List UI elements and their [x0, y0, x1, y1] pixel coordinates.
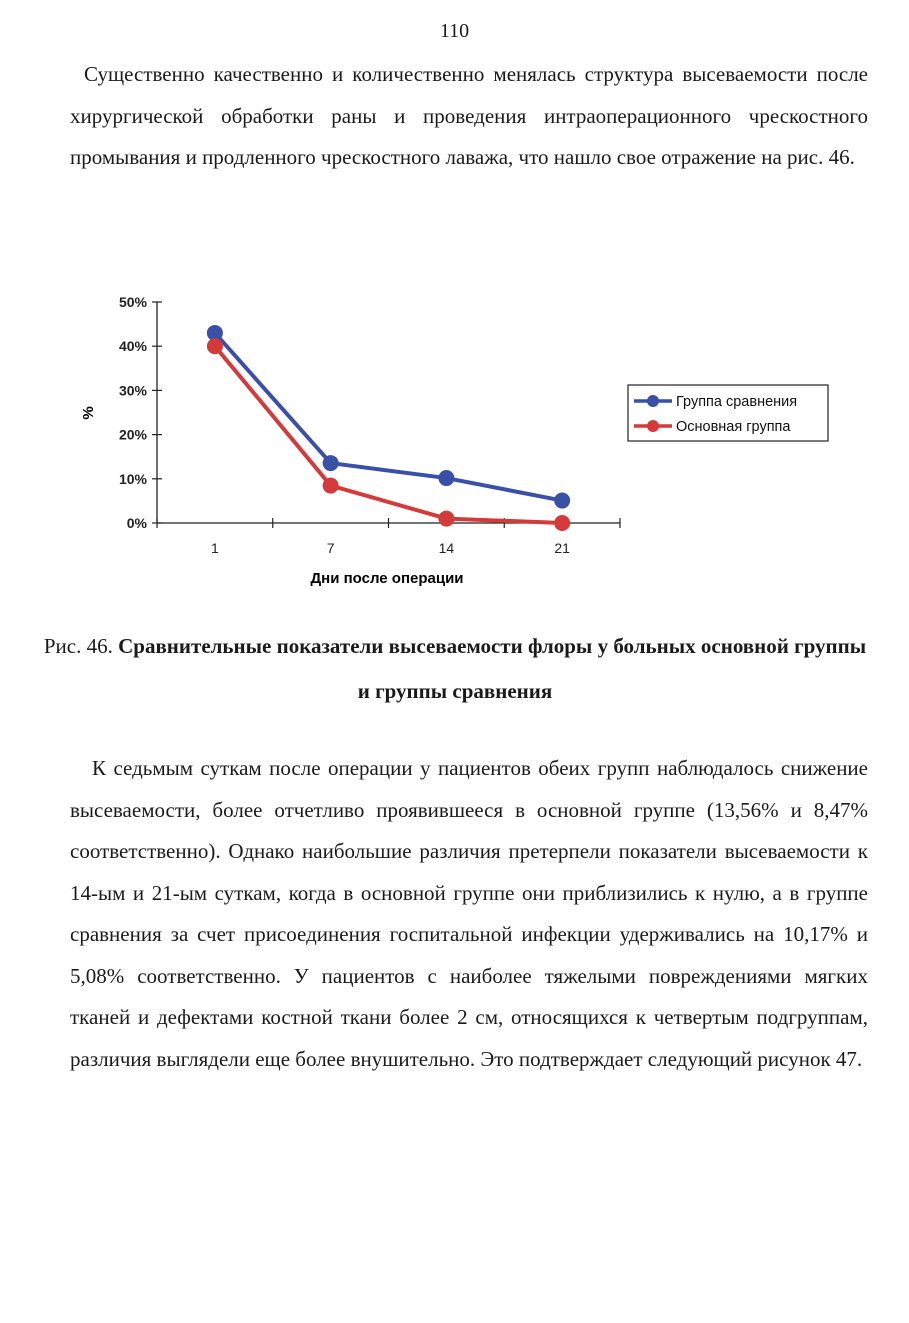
series-2-point [207, 338, 223, 354]
legend-entry: Группа сравнения [676, 394, 798, 410]
page-number: 110 [439, 20, 470, 42]
paragraph-discussion: К седьмым суткам после операции у пациентов обеих групп наблюдалось снижение высеваемости, более отчетливо проявившееся в основной группе (13,56% и 8,47% соответственно). Однако наибольшие различия претерпели показатели высеваемости к 14-ым и 21-ым суткам, когда в основной группе они приблизились к нулю, а в группе сравнения за счет присоединения госпитальной инфекции удерживались на 10,17% и 5,08% соответственно. У пациентов с наиболее тяжелыми повреждениями мягких тканей и дефектами костной ткани более 2 см, относящихся к четвертым подгруппам, различия выглядели еще более внушительно. Это подтверждает следующий рисунок 47. [70, 756, 868, 1071]
y-tick-label: 40% [118, 338, 147, 355]
x-tick-label: 1 [210, 540, 219, 556]
series-1-point [438, 470, 454, 486]
legend-entry: Основная группа [676, 419, 791, 435]
x-tick-label: 21 [554, 540, 570, 556]
series-2-point [323, 478, 339, 494]
y-tick-label: 30% [118, 382, 147, 399]
y-tick-label: 10% [118, 470, 147, 487]
caption-title: Сравнительные показатели высеваемости флоры у больных основной группы и группы сравнения [118, 634, 867, 703]
legend-swatch-marker [647, 395, 659, 407]
series-1-point [323, 455, 339, 471]
line-chart [60, 280, 850, 600]
series-line-2 [215, 346, 562, 523]
paragraph-intro: Существенно качественно и количественно менялась структура высеваемости после хирургической обработки раны и проведения интраоперационного чрескостного промывания и продленного чрескостного лаважа, что нашло свое отражение на рис. 46. [70, 62, 868, 169]
axes [157, 302, 620, 523]
series-2-point [438, 511, 454, 527]
y-tick-label: 0% [126, 515, 147, 531]
legend [628, 385, 828, 441]
y-tick-label: 50% [118, 294, 147, 310]
caption-label: Рис. 46. [43, 634, 113, 658]
x-axis-label: Дни после операции [310, 570, 464, 587]
series-1-point [554, 493, 570, 509]
y-axis-ticks [119, 294, 162, 531]
series-line-1 [215, 333, 562, 501]
x-tick-label: 7 [326, 540, 335, 556]
series-2-point [554, 515, 570, 531]
y-tick-label: 20% [118, 426, 147, 443]
legend-swatch-marker [647, 420, 659, 432]
figure-caption [40, 624, 870, 714]
x-tick-label: 14 [438, 540, 455, 556]
y-axis-label: % [80, 406, 97, 420]
series-layer [207, 325, 570, 531]
